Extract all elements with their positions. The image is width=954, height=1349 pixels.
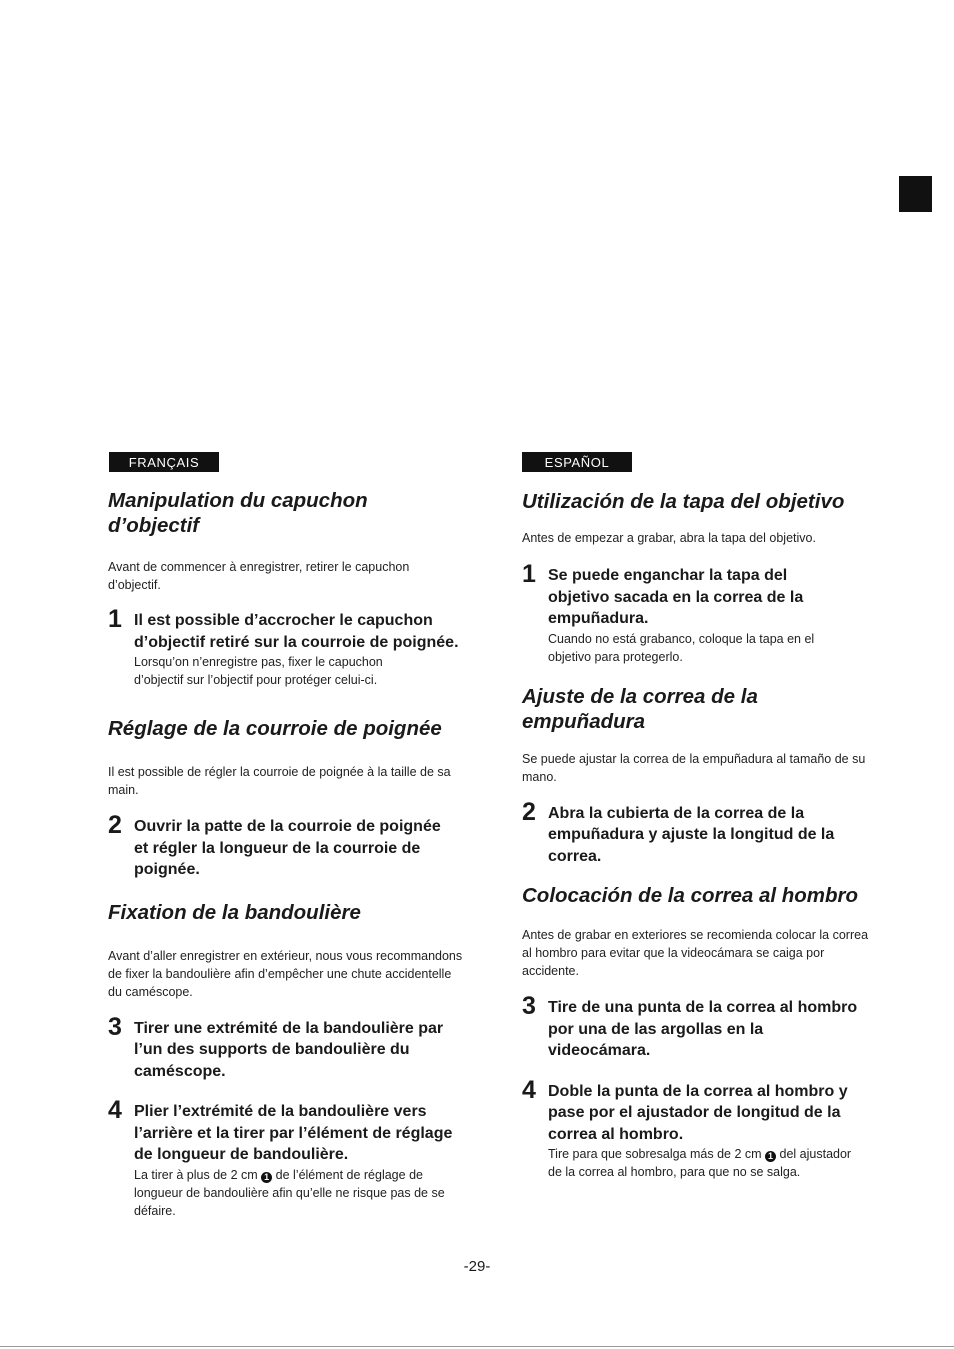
step-number: 1: [108, 605, 122, 633]
francais-column: [108, 452, 478, 1220]
step-number: 2: [108, 811, 122, 839]
step-note: Cuando no está grabanco, coloque la tapa en el objetivo para protegerlo.: [548, 631, 815, 664]
section-intro-grip-belt: Il est possible de régler la courroie de poignée à la taille de sa main.: [108, 765, 451, 797]
step-instruction: Tire de una punta de la correa al hombro por una de las argollas en la videocámara.: [548, 999, 858, 1059]
step-instruction: Ouvrir la patte de la courroie de poignée et régler la longueur de la courroie de poignée.: [134, 818, 441, 878]
step-2: [522, 797, 882, 868]
step-instruction: Se puede enganchar la tapa del objetivo sacada en la correa de la empuñadura.: [548, 567, 804, 627]
step-1: [522, 560, 882, 666]
bottom-rule: [0, 1346, 954, 1347]
section-intro-lens-cover: Antes de empezar a grabar, abra la tapa del objetivo.: [522, 531, 816, 545]
callout-marker-1: 1: [261, 1172, 272, 1183]
section-title-shoulder-strap: Colocación de la correa al hombro: [522, 884, 859, 907]
section-intro-shoulder-strap: Antes de grabar en exteriores se recomienda colocar la correa al hombro para evitar que la videocámara se caiga por accidente.: [522, 928, 869, 978]
step-number: 2: [522, 797, 536, 826]
step-instruction: Abra la cubierta de la correa de la empuñadura y ajuste la longitud de la correa.: [548, 804, 835, 865]
section-title-grip-strap: Ajuste de la correa de la empuñadura: [522, 684, 758, 733]
step-3: [522, 992, 882, 1062]
step-number: 4: [522, 1075, 536, 1104]
step-instruction: Plier l’extrémité de la bandoulière vers l’arrière et la tirer par l’élément de réglage de longueur de bandoulière.: [134, 1103, 453, 1163]
step-instruction: Doble la punta de la correa al hombro y pase por el ajustador de longitud de la correa al hombro.: [548, 1082, 848, 1143]
page-number: -29-: [463, 1258, 491, 1275]
section-title-grip-belt: Réglage de la courroie de poignée: [108, 717, 442, 740]
step-instruction: Tirer une extrémité de la bandoulière par l’un des supports de bandoulière du caméscope.: [134, 1019, 444, 1080]
section-title-shoulder-strap: Fixation de la bandoulière: [108, 900, 361, 924]
step-number: 4: [108, 1096, 122, 1124]
language-tab-espanol: ESPAÑOL: [522, 452, 632, 472]
step-3: [108, 1012, 478, 1083]
step-4: [108, 1096, 478, 1220]
step-2: [108, 811, 478, 881]
step-number: 1: [522, 560, 536, 588]
step-number: 3: [522, 992, 536, 1020]
step-note: Lorsqu’on n’enregistre pas, fixer le capuchon d’objectif sur l’objectif pour protéger celui-ci.: [134, 655, 383, 687]
espanol-column: [522, 452, 882, 1181]
callout-marker-1: 1: [765, 1151, 776, 1162]
section-intro-shoulder-strap: Avant d’aller enregistrer en extérieur, nous vous recommandons de fixer la bandoulière afin d’empêcher une chute accidentelle du caméscope.: [108, 948, 463, 999]
section-title-lens-cover: Utilización de la tapa del objetivo: [522, 490, 845, 513]
step-note: La tirer à plus de 2 cm 1 de l’élément de réglage de longueur de bandoulière afin qu’elle ne risque pas de se défaire.: [134, 1167, 445, 1218]
section-intro-lens-cap: Avant de commencer à enregistrer, retirer le capuchon d’objectif.: [108, 560, 410, 592]
step-1: [108, 605, 478, 689]
step-note: Tire para que sobresalga más de 2 cm 1 del ajustador de la correa al hombro, para que no se salga.: [548, 1147, 852, 1179]
section-title-lens-cap: Manipulation du capuchon d’objectif: [108, 489, 368, 537]
page-edge-marker: [899, 176, 932, 212]
section-intro-grip-strap: Se puede ajustar la correa de la empuñadura al tamaño de su mano.: [522, 751, 866, 784]
step-number: 3: [108, 1012, 122, 1041]
language-tab-francais: FRANÇAIS: [109, 452, 219, 472]
step-4: [522, 1075, 882, 1182]
step-instruction: Il est possible d’accrocher le capuchon d’objectif retiré sur la courroie de poignée.: [134, 612, 459, 651]
